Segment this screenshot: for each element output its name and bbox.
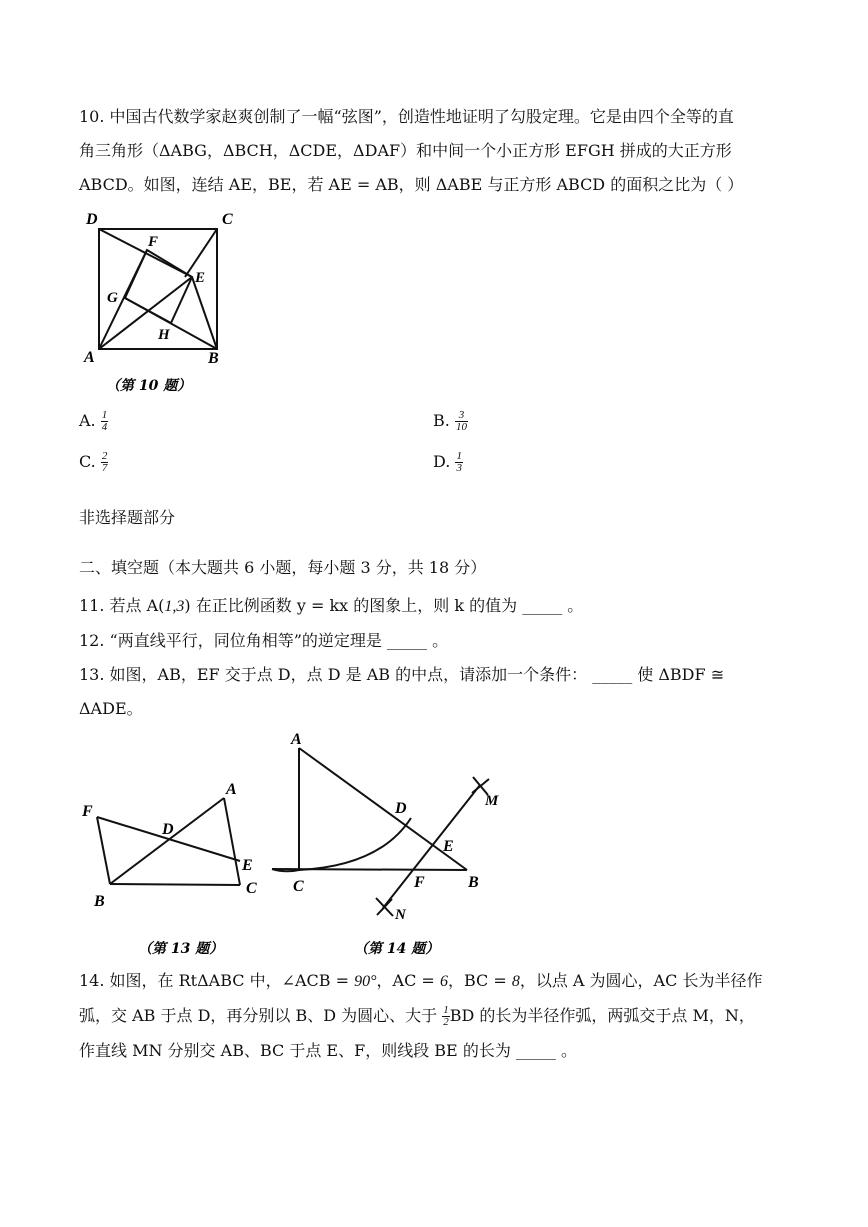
option-b-fraction: $\frac{3}{10}$ [455,409,467,433]
figure-q10 [80,205,250,400]
fig14-label-f: F [414,874,425,891]
q14-half-fraction: $\frac{1}{2}$ [443,1004,449,1028]
fig10-label-c: C [222,211,233,228]
fig13-caption: （第 13 题） [138,941,224,957]
fig10-label-f: F [148,234,159,250]
option-b[interactable] [433,410,468,433]
figure-q14 [272,748,489,916]
q10-line-3: ABCD。如图，连结 AE，BE，若 AE = AB，则 ΔABE 与正方形 ABCD 的面积之比为（ ） [79,175,744,194]
q10-line-2: 角三角形（ΔABG，ΔBCH，ΔCDE，ΔDAF）和中间一个小正方形 EFGH 拼成的大正方形 [79,141,732,160]
fig14-caption: （第 14 题） [354,941,440,957]
fig13-label-e: E [242,857,253,874]
fig13-label-d: D [162,821,174,838]
section-fill-in-heading: 二、填空题（本大题共 6 小题，每小题 3 分，共 18 分） [79,558,487,577]
option-c-fraction: $\frac{2}{7}$ [101,450,108,474]
option-c[interactable] [79,451,108,474]
fig14-label-n: N [395,907,406,923]
option-d[interactable] [433,451,463,474]
option-a-fraction: $\frac{1}{4}$ [101,409,108,433]
figure-q13 [97,798,240,885]
fig13-label-b: B [94,893,105,910]
q10-line-1: 10. 中国古代数学家赵爽创制了一幅“弦图”，创造性地证明了勾股定理。它是由四个全等的直 [79,107,734,126]
fig10-label-g: G [107,290,118,306]
fig10-caption: （第 10 题） [106,378,192,394]
fig10-label-a: A [84,349,95,366]
fig13-label-f: F [82,803,93,820]
section-nonchoice: 非选择题部分 [79,508,176,527]
fig14-label-a: A [291,731,302,748]
option-a[interactable] [79,410,108,433]
q14-line-1: 14. 如图，在 RtΔABC 中，∠ACB = 90°，AC = 6，BC = 8，以点 A 为圆心，AC 长为半径作 [79,971,763,990]
fig10-label-h: H [158,327,170,343]
fig13-label-c: C [246,880,257,897]
q13-line-1: 13. 如图，AB，EF 交于点 D，点 D 是 AB 的中点，请添加一个条件： _____ 使 ΔBDF ≅ [79,665,725,684]
q11-text: 11. 若点 A(1,3) 在正比例函数 y = kx 的图象上，则 k 的值为 _____ 。 [79,596,584,615]
fig14-label-b: B [468,874,479,891]
fig14-label-d: D [395,800,407,817]
square-efgh [125,250,192,323]
fig10-label-b: B [208,350,219,367]
figure-q13-q14 [75,725,525,960]
q12-text: 12. “两直线平行，同位角相等”的逆定理是 _____ 。 [79,631,449,650]
q13-line-2: ΔADE。 [79,699,143,718]
fig14-label-c: C [293,878,304,895]
fig10-label-e: E [195,270,206,286]
fig13-label-a: A [226,781,237,798]
option-c-label: C. [79,452,96,471]
option-b-label: B. [433,411,450,430]
option-d-fraction: $\frac{1}{3}$ [456,450,462,474]
q14-line-3: 作直线 MN 分别交 AB、BC 于点 E、F，则线段 BE 的长为 _____ 。 [79,1041,577,1060]
fig10-label-d: D [86,211,98,228]
option-d-label: D. [433,452,451,471]
segment-ae [99,277,192,349]
fig14-label-e: E [443,838,454,855]
option-a-label: A. [79,411,96,430]
q14-line-2: 弧，交 AB 于点 D，再分别以 B、D 为圆心、大于 $\frac{1}{2}$ BD 的长为半径作弧，两弧交于点 M，N， [79,1004,755,1028]
fig14-label-m: M [485,793,499,809]
